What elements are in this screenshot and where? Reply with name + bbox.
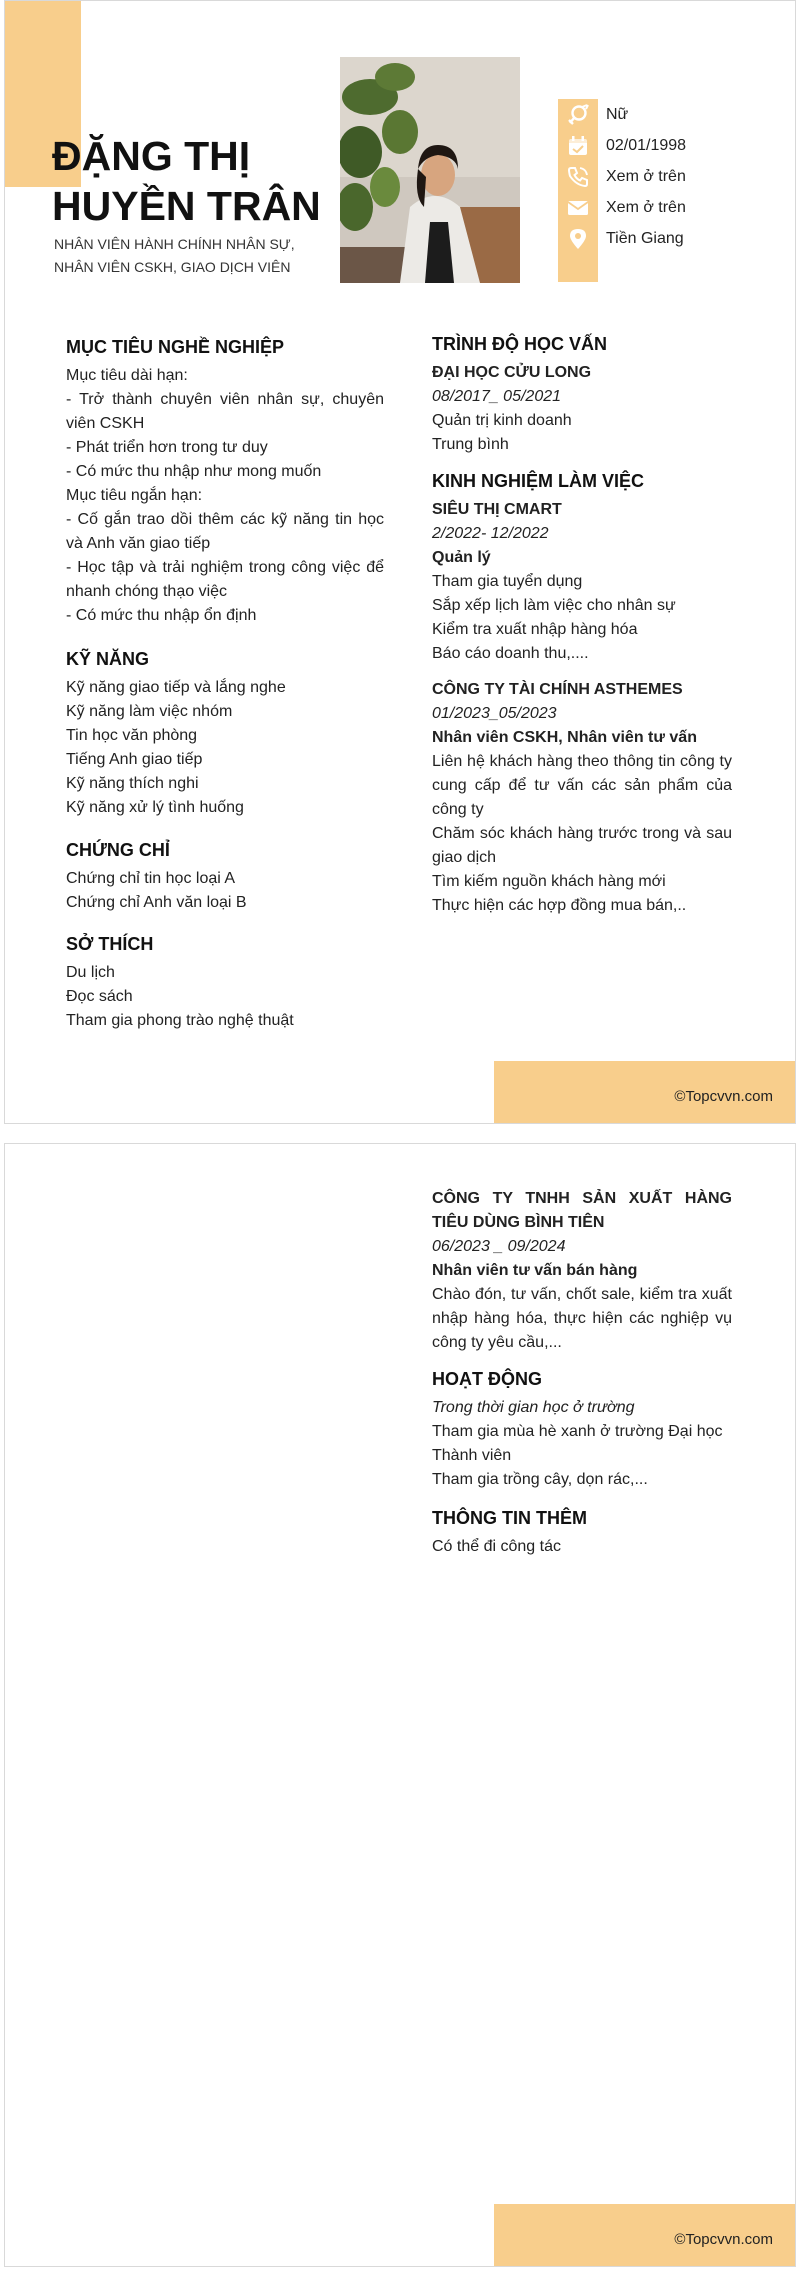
- hobbies-section: [66, 931, 384, 1033]
- email-value: Xem ở trên: [606, 198, 686, 216]
- job-entry: [432, 678, 732, 918]
- contact-phone: [558, 161, 686, 192]
- goal-line: - Học tập và trải nghiệm trong công việc để nhanh chóng thạo việc: [66, 559, 384, 600]
- contact-dob: [558, 130, 686, 161]
- job-duty: Báo cáo doanh thu,....: [432, 645, 589, 662]
- section-title: KINH NGHIỆM LÀM VIỆC: [432, 471, 645, 491]
- education-grade: Trung bình: [432, 436, 509, 453]
- certificate-item: Chứng chỉ Anh văn loại B: [66, 894, 247, 911]
- education-period: 08/2017_ 05/2021: [432, 388, 562, 405]
- cv-page-2: [4, 1143, 796, 2267]
- experience-section: [432, 468, 732, 918]
- skills-section: [66, 646, 384, 820]
- career-goal-section: [66, 334, 384, 628]
- skill-item: Tin học văn phòng: [66, 727, 198, 744]
- activity-item: Tham gia mùa hè xanh ở trường Đại học Thành viên: [432, 1423, 723, 1464]
- job-position: Nhân viên tư vấn bán hàng: [432, 1262, 638, 1279]
- footer-watermark: ©Topcvvn.com: [674, 2231, 773, 2248]
- contact-list: [558, 99, 686, 254]
- certificate-item: Chứng chỉ tin học loại A: [66, 870, 236, 887]
- phone-icon: [558, 161, 598, 192]
- job-duty: Tham gia tuyển dụng: [432, 573, 583, 590]
- profile-photo: [340, 57, 520, 283]
- section-title: SỞ THÍCH: [66, 934, 154, 954]
- hobby-item: Du lịch: [66, 964, 115, 981]
- job-position: Nhân viên CSKH, Nhân viên tư vấn: [432, 729, 697, 746]
- job-period: 2/2022- 12/2022: [432, 525, 549, 542]
- job-title: [54, 233, 295, 279]
- section-title: CHỨNG CHỈ: [66, 840, 170, 860]
- contact-gender: [558, 99, 686, 130]
- section-title: HOẠT ĐỘNG: [432, 1369, 542, 1389]
- gender-value: Nữ: [606, 105, 629, 123]
- section-title: TRÌNH ĐỘ HỌC VẤN: [432, 334, 607, 354]
- job-duty: Thực hiện các hợp đồng mua bán,..: [432, 897, 687, 914]
- name-line-2: HUYỀN TRÂN: [52, 183, 321, 229]
- goal-line: Mục tiêu dài hạn:: [66, 367, 188, 384]
- goal-line: - Có mức thu nhập ổn định: [66, 607, 257, 624]
- certificates-section: [66, 837, 384, 915]
- school-name: ĐẠI HỌC CỬU LONG: [432, 364, 592, 381]
- education-section: [432, 331, 732, 457]
- address-value: Tiền Giang: [606, 229, 684, 247]
- job-company: CÔNG TY TÀI CHÍNH ASTHEMES: [432, 681, 683, 698]
- job-title-line-2: NHÂN VIÊN CSKH, GIAO DỊCH VIÊN: [54, 259, 291, 275]
- skill-item: Kỹ năng làm việc nhóm: [66, 703, 233, 720]
- skill-item: Tiếng Anh giao tiếp: [66, 751, 203, 768]
- goal-line: - Trở thành chuyên viên nhân sự, chuyên viên CSKH: [66, 391, 384, 432]
- additional-info-section: [432, 1505, 732, 1559]
- job-period: 06/2023 _ 09/2024: [432, 1238, 566, 1255]
- job-company: CÔNG TY TNHH SẢN XUẤT HÀNG TIÊU DÙNG BÌNH TIÊN: [432, 1190, 732, 1231]
- job-position: Quản lý: [432, 549, 491, 566]
- job-duty: Kiểm tra xuất nhập hàng hóa: [432, 621, 638, 638]
- hobby-item: Đọc sách: [66, 988, 133, 1005]
- activities-section: [432, 1366, 732, 1492]
- goal-line: - Phát triển hơn trong tư duy: [66, 439, 268, 456]
- job-duty: Chào đón, tư vấn, chốt sale, kiểm tra xuất nhập hàng hóa, thực hiện các nghiệp vụ công ty yêu cầu,...: [432, 1286, 732, 1351]
- contact-email: [558, 192, 686, 223]
- job-period: 01/2023_05/2023: [432, 705, 557, 722]
- job-duty: Chăm sóc khách hàng trước trong và sau giao dịch: [432, 825, 732, 866]
- experience-continued: [432, 1187, 732, 1355]
- location-icon: [558, 223, 598, 254]
- job-entry: [432, 498, 732, 666]
- goal-line: - Có mức thu nhập như mong muốn: [66, 463, 322, 480]
- activities-period: Trong thời gian học ở trường: [432, 1399, 635, 1416]
- skill-item: Kỹ năng thích nghi: [66, 775, 199, 792]
- candidate-name: [52, 131, 321, 231]
- goal-line: Mục tiêu ngắn hạn:: [66, 487, 203, 504]
- additional-item: Có thể đi công tác: [432, 1538, 561, 1555]
- section-title: THÔNG TIN THÊM: [432, 1508, 587, 1528]
- phone-value: Xem ở trên: [606, 167, 686, 185]
- education-major: Quản trị kinh doanh: [432, 412, 572, 429]
- email-icon: [558, 192, 598, 223]
- skill-item: Kỹ năng giao tiếp và lắng nghe: [66, 679, 286, 696]
- goal-line: - Cố gắn trao dồi thêm các kỹ năng tin học và Anh văn giao tiếp: [66, 511, 384, 552]
- job-title-line-1: NHÂN VIÊN HÀNH CHÍNH NHÂN SỰ,: [54, 236, 295, 252]
- job-duty: Sắp xếp lịch làm việc cho nhân sự: [432, 597, 676, 614]
- dob-value: 02/01/1998: [606, 136, 687, 154]
- section-title: MỤC TIÊU NGHỀ NGHIỆP: [66, 337, 285, 357]
- skill-item: Kỹ năng xử lý tình huống: [66, 799, 244, 816]
- footer-watermark: ©Topcvvn.com: [674, 1088, 773, 1105]
- calendar-icon: [558, 130, 598, 161]
- job-duty: Liên hệ khách hàng theo thông tin công ty cung cấp để tư vấn các sản phẩm của công ty: [432, 753, 732, 818]
- section-title: KỸ NĂNG: [66, 649, 150, 669]
- job-duty: Tìm kiếm nguồn khách hàng mới: [432, 873, 666, 890]
- job-company: SIÊU THỊ CMART: [432, 501, 562, 518]
- hobby-item: Tham gia phong trào nghệ thuật: [66, 1012, 294, 1029]
- gender-icon: [558, 99, 598, 130]
- contact-address: [558, 223, 686, 254]
- name-line-1: ĐẶNG THỊ: [52, 133, 251, 179]
- cv-page-1: [4, 0, 796, 1124]
- activity-item: Tham gia trồng cây, dọn rác,...: [432, 1471, 648, 1488]
